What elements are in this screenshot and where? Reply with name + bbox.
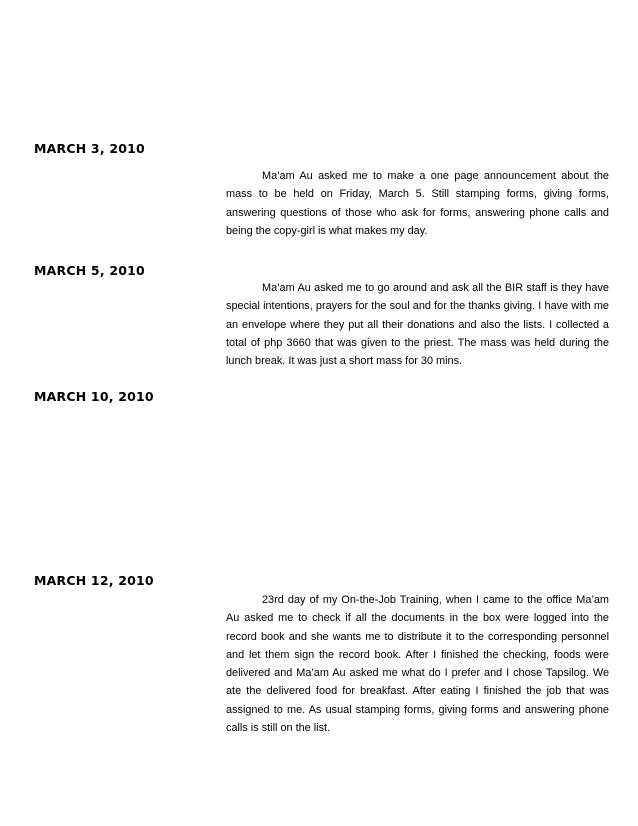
entry-date-march-5: MARCH 5, 2010 xyxy=(34,263,145,278)
entry-text-march-12: 23rd day of my On-the-Job Training, when I came to the office Ma’am Au asked me to check if all the documents in the box were logged into the record book and she wants me to distribute it to the corresponding personnel and let them sign the record book. After I finished the checking, foods were delivered and Ma’am Au asked me what do I prefer and I chose Tapsilog. We ate the delivered food for breakfast. After eating I finished the job that was assigned to me. As usual stamping forms, giving forms and answering phone calls is still on the list. xyxy=(226,594,609,735)
entry-date-march-3: MARCH 3, 2010 xyxy=(34,141,145,156)
entry-text-march-3: Ma’am Au asked me to make a one page announcement about the mass to be held on Friday, March 5. Still stamping forms, giving forms, answering questions of those who ask for forms, answering phone calls and being the copy-girl is what makes my day. xyxy=(226,170,609,237)
entry-date-march-12: MARCH 12, 2010 xyxy=(34,573,154,588)
entry-date-march-10: MARCH 10, 2010 xyxy=(34,389,154,404)
entry-text-march-5: Ma’am Au asked me to go around and ask all the BIR staff is they have special intentions, prayers for the soul and for the thanks giving. I have with me an envelope where they put all their donations and also the lists. I collected a total of php 3660 that was given to the priest. The mass was held during the lunch break. It was just a short mass for 30 mins. xyxy=(226,282,609,368)
